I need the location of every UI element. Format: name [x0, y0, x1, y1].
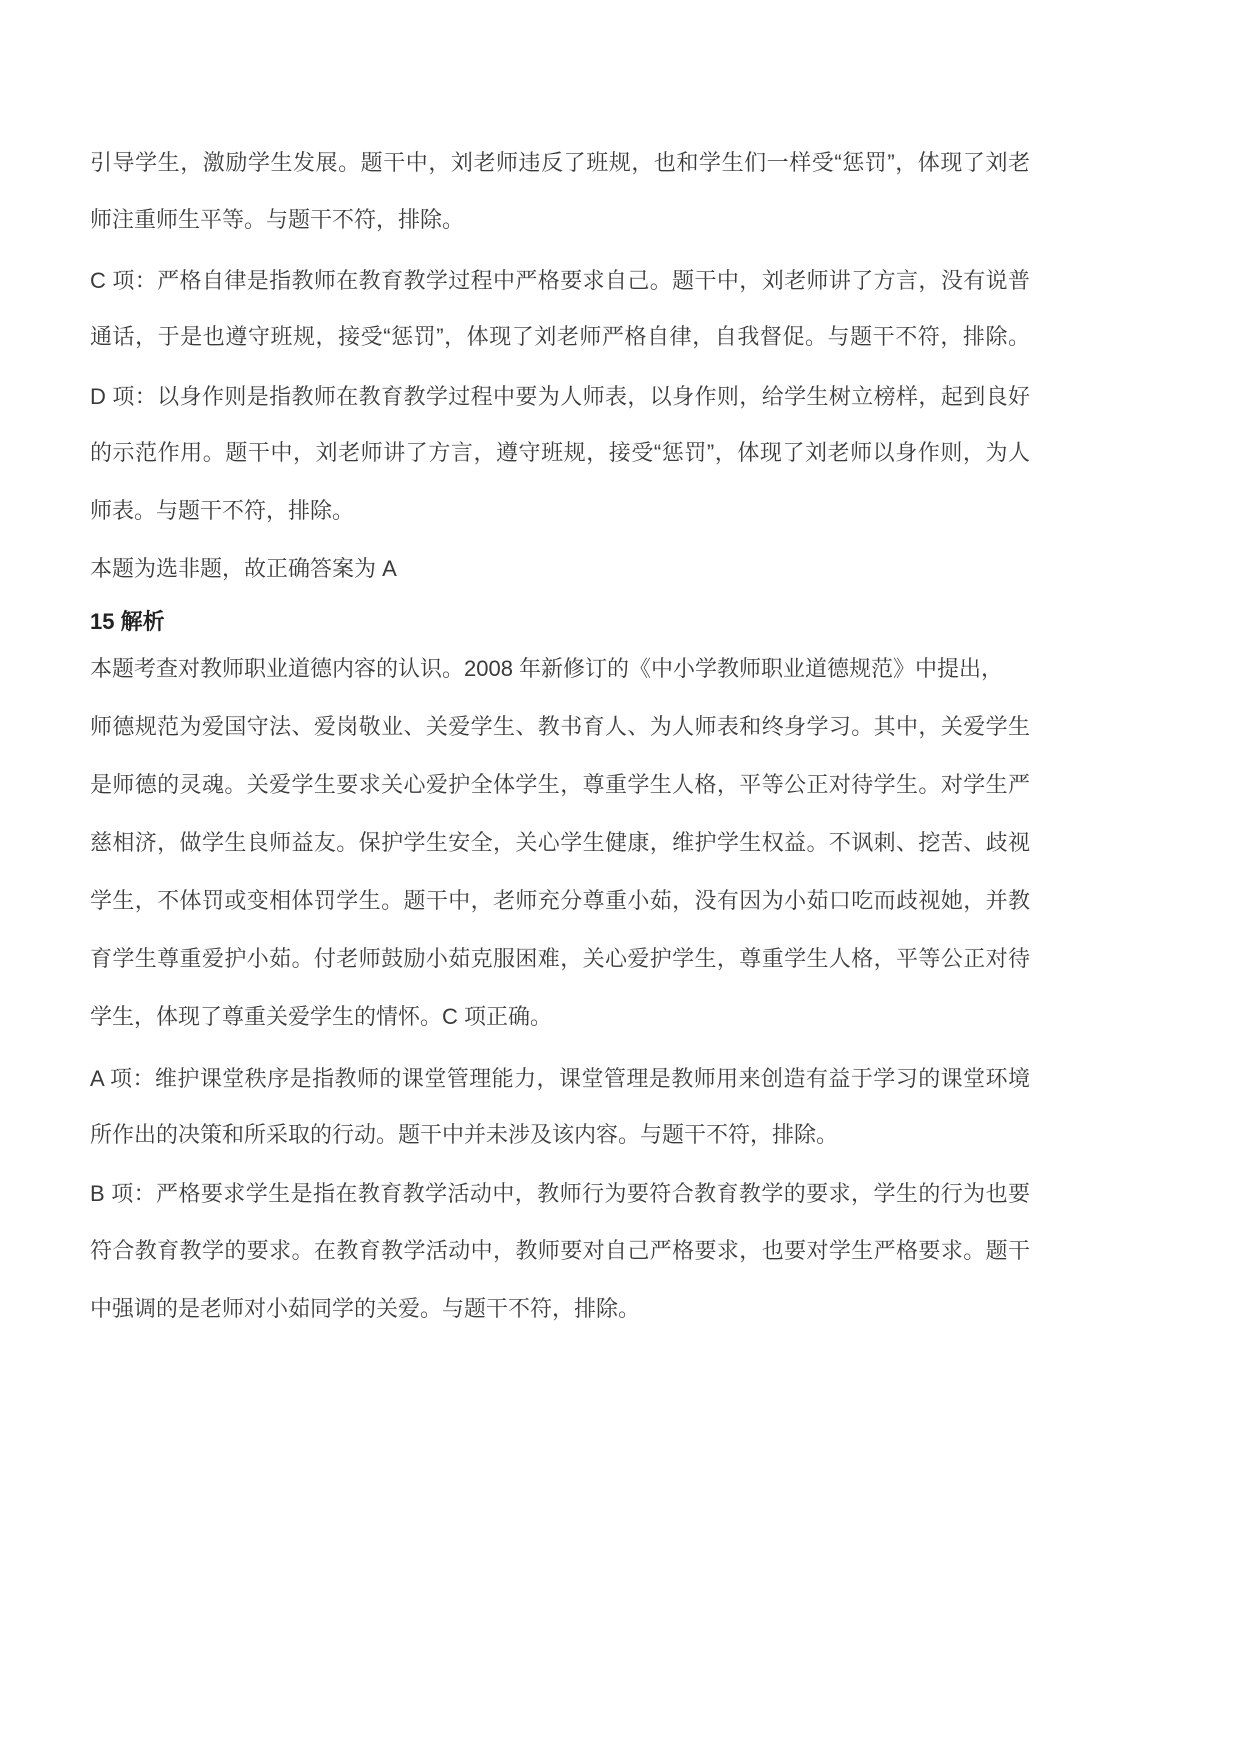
text-line: 师表。与题干不符，排除。 — [90, 498, 355, 523]
option-d-explanation: D 项：以身作则是指教师在教育教学过程中要为人师表，以身作则，给学生树立榜样，起到良好 — [90, 384, 1030, 409]
text-line: 中强调的是老师对小茹同学的关爱。与题干不符，排除。 — [90, 1296, 641, 1321]
text-line: 育学生尊重爱护小茹。付老师鼓励小茹克服困难，关心爱护学生，尊重学生人格，平等公正对待 — [90, 946, 1030, 971]
text-line: 学生，不体罚或变相体罚学生。题干中，老师充分尊重小茹，没有因为小茹口吃而歧视她，并教 — [90, 888, 1030, 913]
text-line: 引导学生，激励学生发展。题干中，刘老师违反了班规，也和学生们一样受“惩罚”，体现了刘老 — [90, 150, 1030, 175]
text-line: 本题考查对教师职业道德内容的认识。2008 年新修订的《中小学教师职业道德规范》中提出， — [90, 656, 1004, 681]
text-line: 通话，于是也遵守班规，接受“惩罚”，体现了刘老师严格自律，自我督促。与题干不符，排除。 — [90, 324, 1030, 349]
section-heading: 15 解析 — [90, 609, 165, 634]
text-line: 学生，体现了尊重关爱学生的情怀。C 项正确。 — [90, 1004, 553, 1029]
text-line: 师德规范为爱国守法、爱岗敬业、关爱学生、教书育人、为人师表和终身学习。其中，关爱学生 — [90, 714, 1030, 739]
text-line: 符合教育教学的要求。在教育教学活动中，教师要对自己严格要求，也要对学生严格要求。题干 — [90, 1238, 1030, 1263]
text-line: 慈相济，做学生良师益友。保护学生安全，关心学生健康，维护学生权益。不讽刺、挖苦、歧视 — [90, 830, 1030, 855]
option-a-explanation: A 项：维护课堂秩序是指教师的课堂管理能力，课堂管理是教师用来创造有益于学习的课堂环境 — [90, 1066, 1030, 1091]
text-line: 是师德的灵魂。关爱学生要求关心爱护全体学生，尊重学生人格，平等公正对待学生。对学生严 — [90, 772, 1030, 797]
text-line: 的示范作用。题干中，刘老师讲了方言，遵守班规，接受“惩罚”，体现了刘老师以身作则，为人 — [90, 440, 1030, 465]
option-b-explanation: B 项：严格要求学生是指在教育教学活动中，教师行为要符合教育教学的要求，学生的行为也要 — [90, 1181, 1030, 1206]
text-line: 师注重师生平等。与题干不符，排除。 — [90, 207, 465, 232]
answer-line: 本题为选非题，故正确答案为 A — [90, 556, 397, 581]
option-c-explanation: C 项：严格自律是指教师在教育教学过程中严格要求自己。题干中，刘老师讲了方言，没有说普 — [90, 268, 1030, 293]
text-line: 所作出的决策和所采取的行动。题干中并未涉及该内容。与题干不符，排除。 — [90, 1122, 839, 1147]
